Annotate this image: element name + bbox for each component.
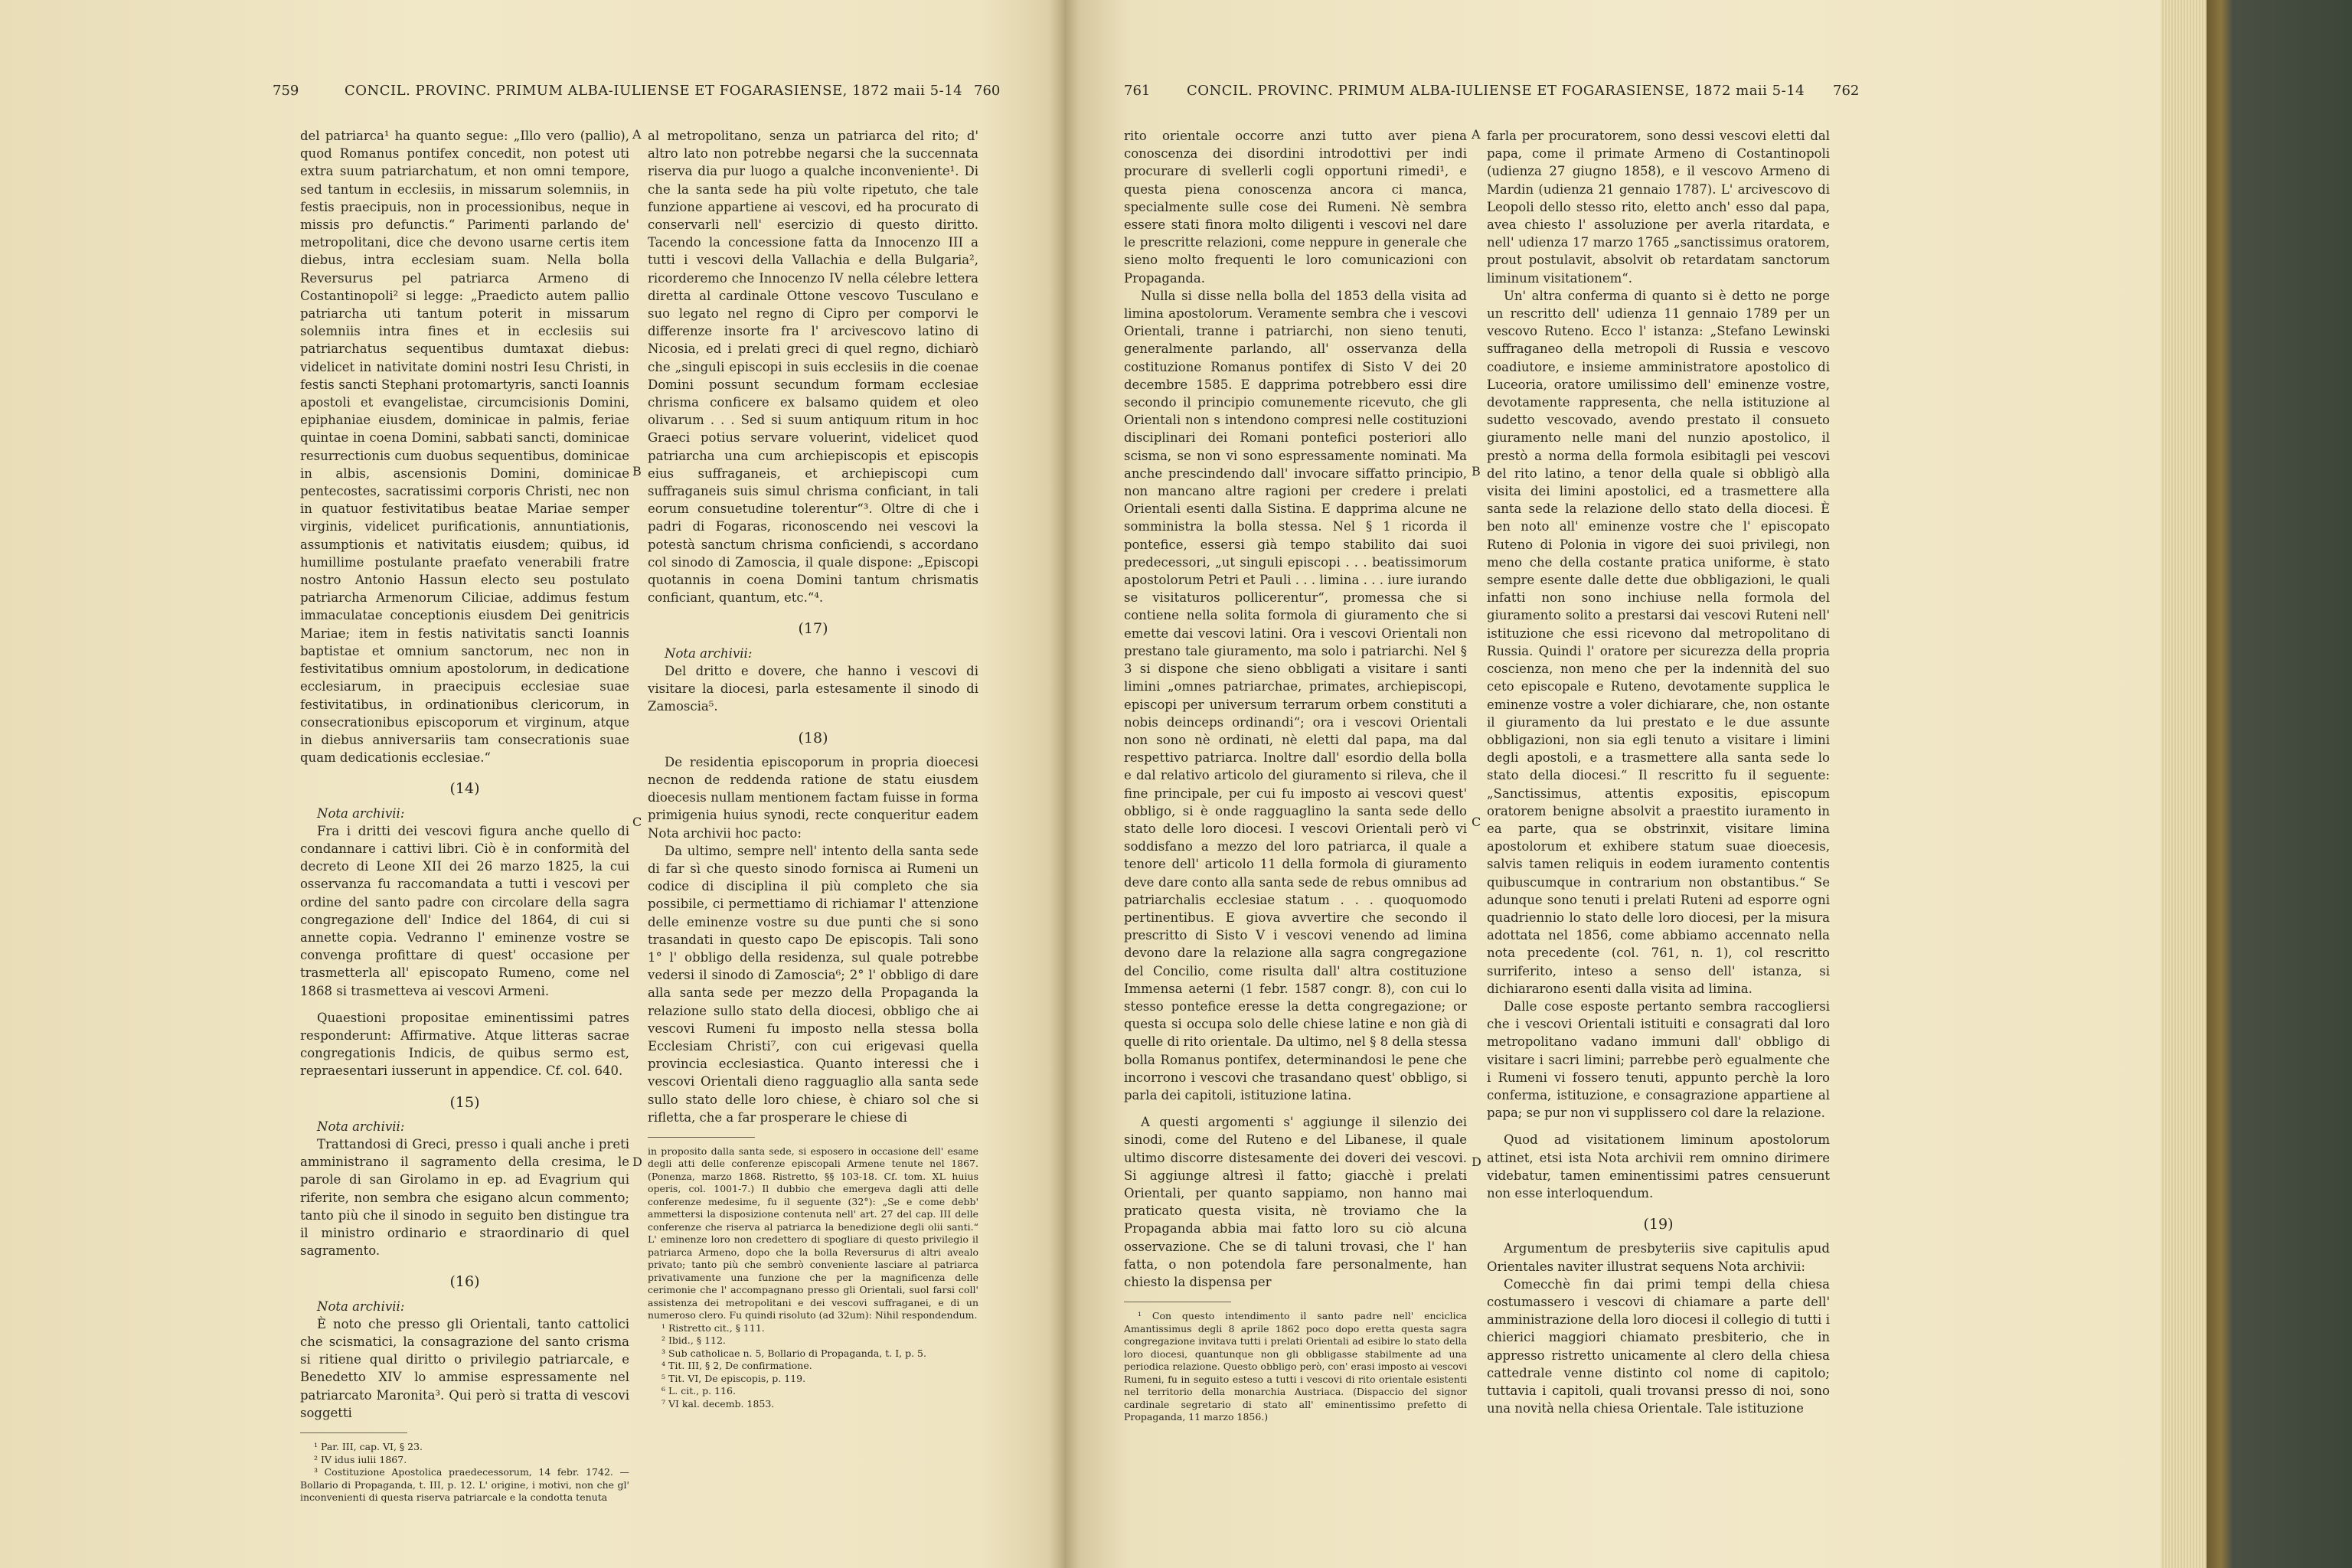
right-page-header: CONCIL. PROVINC. PRIMUM ALBA-IULIENSE ET FOGARASIENSE, 1872 maii 5-14 bbox=[1187, 83, 1805, 99]
left-page-number-760: 760 bbox=[974, 83, 1001, 99]
footnote: ¹ Par. III, cap. VI, § 23. bbox=[314, 1441, 423, 1453]
paragraph: Argumentum de presbyteriis sive capitulis apud Orientales naviter illustrat sequens Nota archivii: bbox=[1487, 1241, 1830, 1274]
page-edges bbox=[2161, 0, 2207, 1568]
footnote: ³ Costituzione Apostolica praedecessorum, 14 febr. 1742. — Bollario di Propaganda, t. III, p. 12. L' origine, i motivi, non che gl' inconvenienti di questa riserva patriarcale e la condotta tenuta bbox=[300, 1466, 629, 1504]
right-page bbox=[1064, 0, 2161, 1568]
footnote: ⁵ Tit. VI, De episcopis, p. 119. bbox=[662, 1372, 806, 1384]
nota-heading: Nota archivii: bbox=[317, 805, 405, 821]
footnote: ⁷ VI kal. decemb. 1853. bbox=[662, 1397, 775, 1410]
nota-heading: Nota archivii: bbox=[317, 1119, 405, 1134]
left-column-2 bbox=[648, 127, 978, 1410]
paragraph: Del dritto e dovere, che hanno i vescovi di visitare la diocesi, parla estesamente il sinodo di Zamoscia⁵. bbox=[648, 663, 978, 714]
paragraph: Fra i dritti dei vescovi figura anche quello di condannare i cattivi libri. Ciò è in conformità del decreto di Leone XII dei 26 marzo 1825, la cui osservanza fu raccomandata a tutti i vescovi per ordine del santo padre con circolare della sagra congregazione dell' Indice del 1864, di cui si annette copia. Vedranno l' eminenze vostre se convenga profittare di quest' occasione per trasmetterla all' episcopato Rumeno, come nel 1868 si trasmetteva ai vescovi Armeni. bbox=[300, 823, 629, 998]
paragraph: Quod ad visitationem liminum apostolorum attinet, etsi ista Nota archivii rem omnino dirimere videbatur, tamen eminentissimi patres censuerunt non esse interloquendum. bbox=[1487, 1132, 1830, 1200]
section-number-19: (19) bbox=[1643, 1216, 1674, 1233]
footnote-continued: in proposito dalla santa sede, si esposero in occasione dell' esame degli atti delle conferenze episcopali Armene tenute nel 1867. (Ponenza, marzo 1868. Ristretto, §§ 103-18. Cf. tom. XL huius operis, col. 1001-7.) Il dubbio che emergeva dagli atti delle conferenze medesime, fu il seguente (32°): „Se e come debb' ammettersi la disposizione contenuta nell' art. 27 del cap. III delle conferenze che riserva al patriarca la benedizione degli olii santi.“ L' eminenze loro non credettero di spogliare di questo privilegio il patriarca Armeno, dopo che la bolla Reversurus di altri avealo privato; tanto più che sembrò conveniente lasciare al patriarca privativamente una funzione che per la magnificenza delle cerimonie che l' accompagnano presso gli Orientali, suol farsi coll' assistenza dei metropolitani e dei vescovi suffraganei, e di un numeroso clero. Fu quindi risoluto (ad 32um): Nihil respondendum. bbox=[648, 1145, 978, 1321]
footnote: ⁶ L. cit., p. 116. bbox=[662, 1385, 736, 1397]
nota-heading: Nota archivii: bbox=[665, 645, 753, 661]
paragraph: De residentia episcoporum in propria dioecesi necnon de reddenda ratione de statu eiusdem dioecesis nullam mentionem factam fuisse in forma primigenia huius synodi, recte conqueritur eadem Nota archivii hoc pacto: bbox=[648, 754, 978, 841]
paragraph: Comecchè fin dai primi tempi della chiesa costumassero i vescovi di chiamare a parte dell' amministrazione della loro diocesi il collegio di tutti i chierici maggiori chiamato presbiterio, che in appresso ristretto unicamente al clero della chiesa cattedrale venne distinto col nome di capitolo; tuttavia i capitoli, quali trovansi presso di noi, sono una novità nella chiesa Orientale. Tale istituzione bbox=[1487, 1276, 1830, 1416]
section-number-14: (14) bbox=[449, 780, 480, 798]
paragraph: farla per procuratorem, sono dessi vescovi eletti dal papa, come il primate Armeno di Costantinopoli (udienza 27 giugno 1858), e il vescovo Armeno di Mardin (udienza 21 gennaio 1787). L' arcivescovo di Leopoli dello stesso rito, eletto anch' esso dal papa, avea chiesto l' assoluzione per averla ritardata, e nell' udienza 17 marzo 1765 „sanctissimus oratorem, prout postulavit, absolvit ob retardatam sanctorum liminum visitationem“. bbox=[1487, 129, 1830, 286]
section-number-15: (15) bbox=[449, 1093, 480, 1111]
paragraph: È noto che presso gli Orientali, tanto cattolici che scismatici, la consagrazione del santo crisma si ritiene qual diritto o privilegio patriarcale, e Benedetto XIV lo ammise espressamente nel patriarcato Maronita³. Qui però si tratta di vescovi soggetti bbox=[300, 1316, 629, 1420]
footnote: ⁴ Tit. III, § 2, De confirmatione. bbox=[662, 1360, 812, 1372]
paragraph: del patriarca¹ ha quanto segue: „Illo vero (pallio), quod Romanus pontifex concedit, non potest uti extra suum patriarchatum, et non omni tempore, sed tantum in ecclesiis, in missarum solemniis, in festis praecipuis, non in processionibus, neque in missis pro defunctis.“ Parimenti parlando de' metropolitani, dice che devono usarne certis item diebus, intra ecclesiam suam. Nella bolla Reversurus pel patriarca Armeno di Costantinopoli² si legge: „Praedicto autem pallio patriarcha uti tantum poterit in missarum solemniis intra fines et in ecclesiis sui patriarchatus sequentibus dumtaxat diebus: videlicet in nativitate domini nostri Iesu Christi, in festis sancti Stephani protomartyris, sancti Ioannis apostoli et evangelistae, circumcisionis Domini, epiphaniae eiusdem, dominicae in palmis, feriae quintae in coena Domini, sabbati sancti, dominicae resurrectionis cum duobus sequentibus, dominicae in albis, ascensionis Domini, dominicae pentecostes, sacratissimi corporis Christi, nec non in quatuor festivitatibus beatae Mariae semper virginis, videlicet purificationis, annuntiationis, assumptionis et nativitatis eiusdem; quibus, id humillime postulante praefato venerabili fratre nostro Antonio Hassun electo seu postulato patriarcha Armenorum Ciliciae, addimus festum immaculatae conceptionis eiusdem Dei genitricis Mariae; item in festis nativitatis sancti Ioannis baptistae et omnium sanctorum, nec non in festivitatibus omnium apostolorum, in dedicatione ecclesiarum, in praecipuis ecclesiae suae festivitatibus, in ordinationibus clericorum, in consecrationibus episcoporum et virginum, atque in diebus anniversariis tam consecrationis suae quam dedicationis ecclesiae.“ bbox=[300, 129, 629, 766]
paragraph: Dalle cose esposte pertanto sembra raccogliersi che i vescovi Orientali istituiti e consagrati dal loro metropolitano vadano immuni dall' obbligo di visitare i sacri limini; parrebbe però egualmente che i Rumeni vi fossero tenuti, appunto perchè la loro conferma, istituzione, e consagrazione appartiene al papa; se pur non vi supplissero col dare la relazione. bbox=[1487, 998, 1830, 1121]
paragraph: al metropolitano, senza un patriarca del rito; d' altro lato non potrebbe negarsi che la succennata riserva dia pur luogo a qualche inconveniente¹. Di che la santa sede ha più volte ripetuto, che tale funzione appartiene ai vescovi, ed ha procurato di conservarli nell' esercizio di questo diritto. Tacendo la concessione fatta da Innocenzo III a tutti i vescovi della Vallachia e della Bulgaria², ricorderemo che Innocenzo IV nella célebre lettera diretta al cardinale Ottone vescovo Tusculano e suo legato nel regno di Cipro per comporvi le differenze insorte fra l' arcivescovo latino di Nicosia, ed i prelati greci di quel regno, dichiarò che „singuli episcopi in suis ecclesiis in die coenae Domini possunt secundum formam ecclesiae chrisma conficere ex balsamo quidem et oleo olivarum . . . Sed si suum antiquum ritum in hoc Graeci potius servare voluerint, videlicet quod patriarcha una cum archiepiscopis et episcopis eius suffraganeis, et archiepiscopi cum suffraganeis suis simul chrisma conficiant, in tali eorum consuetudine tolerentur“³. Oltre di che i padri di Fogaras, riconoscendo nei vescovi la potestà sanctum chrisma conficiendi, s accordano col sinodo di Zamoscia, il quale dispone: „Episcopi quotannis in coena Domini tantum chrismatis conficiant, quantum, etc.“⁴. bbox=[648, 129, 978, 606]
footnote: ³ Sub catholicae n. 5, Bollario di Propaganda, t. I, p. 5. bbox=[662, 1347, 926, 1359]
paragraph: Quaestioni propositae eminentissimi patres responderunt: Affirmative. Atque litteras sacrae congregationis Indicis, de quibus sermo est, repraesentari iusserunt in appendice. Cf. col. 640. bbox=[300, 1010, 629, 1079]
left-page-header: CONCIL. PROVINC. PRIMUM ALBA-IULIENSE ET FOGARASIENSE, 1872 maii 5-14 bbox=[345, 83, 963, 99]
footnote: ¹ Ristretto cit., § 111. bbox=[662, 1321, 765, 1334]
right-page-number-762: 762 bbox=[1833, 83, 1860, 99]
paragraph: A questi argomenti s' aggiunge il silenzio dei sinodi, come del Ruteno e del Libanese, il quale ultimo discorre distesamente dei doveri dei vescovi. Si aggiunge altresì il fatto; giacchè i prelati Orientali, per quanto sappiamo, non hanno mai praticato questa visita, nè troviamo che la Propaganda abbia mai fatto loro su ciò alcuna osservazione. Che se di taluni trovasi, che l' han fatta, o non potendola fare personalmente, han chiesto la dispensa per bbox=[1124, 1115, 1467, 1289]
margin-marker-a: A bbox=[1472, 127, 1481, 142]
margin-marker-d: D bbox=[632, 1155, 642, 1169]
paragraph: Trattandosi di Greci, presso i quali anche i preti amministrano il sagramento della cresima, le parole di san Girolamo in ep. ad Evagrium qui riferite, non sembra che esigano alcun commento; tanto più che il sinodo in seguito ben distingue tra il ministro ordinario e straordinario di quel sagramento. bbox=[300, 1136, 629, 1259]
left-page-number-759: 759 bbox=[273, 83, 299, 99]
section-number-17: (17) bbox=[798, 620, 828, 638]
paragraph: Nulla si disse nella bolla del 1853 della visita ad limina apostolorum. Veramente sembra che i vescovi Orientali, tranne i patriarchi, non sieno tenuti, generalmente parlando, all' osservanza della costituzione Romanus pontifex di Sisto V dei 20 decembre 1585. E dapprima potrebbero essi dire secondo il principio comunemente ricevuto, che gli Orientali non s intendono compresi nelle costituzioni disciplinari dei Romani pontefici posteriori allo scisma, se non vi sono espressamente nominati. Ma anche prescindendo dall' invocare siffatto principio, non mancano altre ragioni per credere i prelati Orientali esenti dalla Sistina. E dapprima alcune ne somministra la bolla stessa. Nel § 1 ricorda il pontefice, essersi già tempo stabilito dai suoi predecessori, „ut singuli episcopi . . . beatissimorum apostolorum Petri et Pauli . . . limina . . . iure iurando se visitaturos pollicerentur“, promessa che si contiene nella solita formola di giuramento che si emette dai vescovi latini. Ora i vescovi Orientali non prestano tale giuramento, ma solo i patriarchi. Nel § 3 si dispone che sieno obbligati a visitare i santi limini „omnes patriarchae, primates, archiepiscopi, episcopi per universum terrarum orbem constituti a nobis deinceps ordinandi“; ora i vescovi Orientali non sono nè ordinati, nè eletti dal papa, ma dal respettivo patriarca. Inoltre dall' esordio della bolla e dal relativo articolo del giuramento si rileva, che il fine principale, per cui fu imposto ai vescovi quest' obbligo, si è onde ragguaglino la santa sede dello stato delle loro diocesi. I vescovi Orientali però vi soddisfano a mezzo del loro patriarca, il quale a tenore dell' articolo 11 della formola di giuramento deve dare conto alla santa sede de rebus omnibus ad patriarchalis ecclesiae statum . . . quoquomodo pertinentibus. E giova avvertire che secondo il prescritto di Sisto V i vescovi venendo ad limina devono dare la relazione alla sagra congregazione del Concilio, come risulta dall' altra costituzione Immensa aeterni (1 febr. 1587 congr. 8), con cui lo stesso pontefice eresse la detta congregazione; or questa si occupa solo delle chiese latine e non già di quelle di rito orientale. Da ultimo, nel § 8 della stessa bolla Romanus pontifex, determinandosi le pene che incorrono i vescovi che trasandano quest' obbligo, si parla dei capitoli, istituzione latina. bbox=[1124, 288, 1468, 1102]
footnotes bbox=[648, 1145, 978, 1411]
nota-heading: Nota archivii: bbox=[317, 1298, 405, 1314]
margin-marker-c: C bbox=[632, 815, 642, 829]
margin-marker-a: A bbox=[632, 127, 642, 142]
section-number-18: (18) bbox=[798, 729, 828, 746]
margin-marker-b: B bbox=[632, 464, 642, 479]
paragraph: rito orientale occorre anzi tutto aver piena conoscenza dei disordini introdottivi per indi procurare di svellerli cogli opportuni rimedi¹, e questa piena conoscenza ancora ci manca, specialmente sulle cose dei Rumeni. Nè sembra essere stati finora molto diligenti i vescovi nel dare le prescritte relazioni, come neppure in generale che sieno molto frequenti le loro comunicazioni con Propaganda. bbox=[1124, 129, 1467, 286]
book-cover bbox=[2207, 0, 2352, 1568]
footnotes bbox=[300, 1441, 629, 1504]
left-column-1 bbox=[300, 127, 629, 1504]
footnote-rule bbox=[300, 1432, 407, 1433]
margin-marker-c: C bbox=[1472, 815, 1481, 829]
right-page-number-761: 761 bbox=[1124, 83, 1151, 99]
right-column-2 bbox=[1487, 127, 1830, 1417]
paragraph: Un' altra conferma di quanto si è detto ne porge un rescritto dell' udienza 11 gennaio 1789 per un vescovo Ruteno. Ecco l' istanza: „Stefano Lewinski suffraganeo della metropoli di Russia e vescovo coadiutore, e insieme amministratore apostolico di Luceoria, oratore umilissimo dell' eminenze vostre, devotamente rappresenta, che nella istituzione al sudetto vescovado, avendo prestato il consueto giuramento nelle mani del nunzio apostolico, il prestò a norma della formola esibitagli pei vescovi del rito latino, a tenor della quale si obbligò alla visita dei limini apostolici, ed a trasmettere alla santa sede la relazione dello stato della diocesi. È ben noto all' eminenze vostre che l' episcopato Ruteno di Polonia in vigore dei suoi privilegi, non meno che della costante pratica uniforme, è stato sempre esente dalle dette due obbligazioni, le quali infatti non sono inchiuse nella formola del giuramento solito a prestarsi dai vescovi Ruteni nell' istituzione che essi ricevono dal metropolitano di Russia. Quindi l' oratore per sicurezza della propria coscienza, non meno che per la indennità del suo ceto episcopale e Ruteno, devotamente supplica le eminenze vostre a voler dichiarare, che, non ostante il giuramento da lui prestato e le due assunte obbligazioni, non sia egli tenuto a visitare i limini degli apostoli, e a trasmettere alla santa sede lo stato della diocesi.“ Il rescritto fu il seguente: „Sanctissimus, attentis expositis, episcopum oratorem benigne absolvit a praestito iuramento in ea parte, qua se obstrinxit, visitare limina apostolorum et exhibere statum suae dioecesis, salvis tamen reliquis in eodem iuramento contentis quibuscumque in contrarium non obstantibus.“ Se adunque sono tenuti i prelati Ruteni ad esporre ogni quadriennio lo stato delle loro diocesi, per la misura adottata nel 1856, come abbiamo accennato nella nota precedente (col. 761, n. 1), col rescritto surriferito, inteso a senso dell' istanza, si dichiararono esenti dalla visita ad limina. bbox=[1487, 288, 1830, 996]
margin-marker-d: D bbox=[1472, 1155, 1481, 1169]
footnote-rule bbox=[648, 1137, 755, 1138]
book-gutter bbox=[1049, 0, 1080, 1568]
footnote: ² Ibid., § 112. bbox=[662, 1334, 726, 1347]
right-column-1 bbox=[1124, 127, 1467, 1424]
footnote: ¹ Con questo intendimento il santo padre nell' enciclica Amantissimus degli 8 aprile 1862 poco dopo eretta questa sagra congregazione invitava tutti i prelati Orientali ad esibire lo stato della loro diocesi, quantunque non gli obbligasse stabilmente ad una periodica relazione. Questo obbligo però, con' erasi imposto ai vescovi Rumeni, fu in seguito esteso a tutti i vescovi di rito orientale esistenti nel territorio della monarchia Austriaca. (Dispaccio del signor cardinale segretario di stato all' eminentissimo prefetto di Propaganda, 11 marzo 1856.) bbox=[1124, 1310, 1467, 1423]
paragraph: Da ultimo, sempre nell' intento della santa sede di far sì che questo sinodo fornisca ai Rumeni un codice di disciplina il più completo che sia possibile, ci permettiamo di richiamar l' attenzione delle eminenze vostre su due punti che si sono trasandati in questo capo De episcopis. Tali sono 1° l' obbligo della residenza, sul quale potrebbe vedersi il sinodo di Zamoscia⁶; 2° l' obbligo di dare alla santa sede per mezzo della Propaganda la relazione sullo stato della diocesi, obbligo che ai vescovi Rumeni fu imposto nella stessa bolla Ecclesiam Christi⁷, con cui erigevasi quella provincia ecclesiastica. Quanto interessi che i vescovi Orientali dieno ragguaglio alla santa sede sullo stato delle loro chiese, è chiaro sol che si rifletta, che a far prosperare le chiese di bbox=[648, 843, 978, 1125]
left-page bbox=[0, 0, 1064, 1568]
footnotes bbox=[1124, 1310, 1467, 1424]
footnote: ² IV idus iulii 1867. bbox=[314, 1453, 407, 1465]
section-number-16: (16) bbox=[449, 1273, 480, 1291]
margin-marker-b: B bbox=[1472, 464, 1481, 479]
